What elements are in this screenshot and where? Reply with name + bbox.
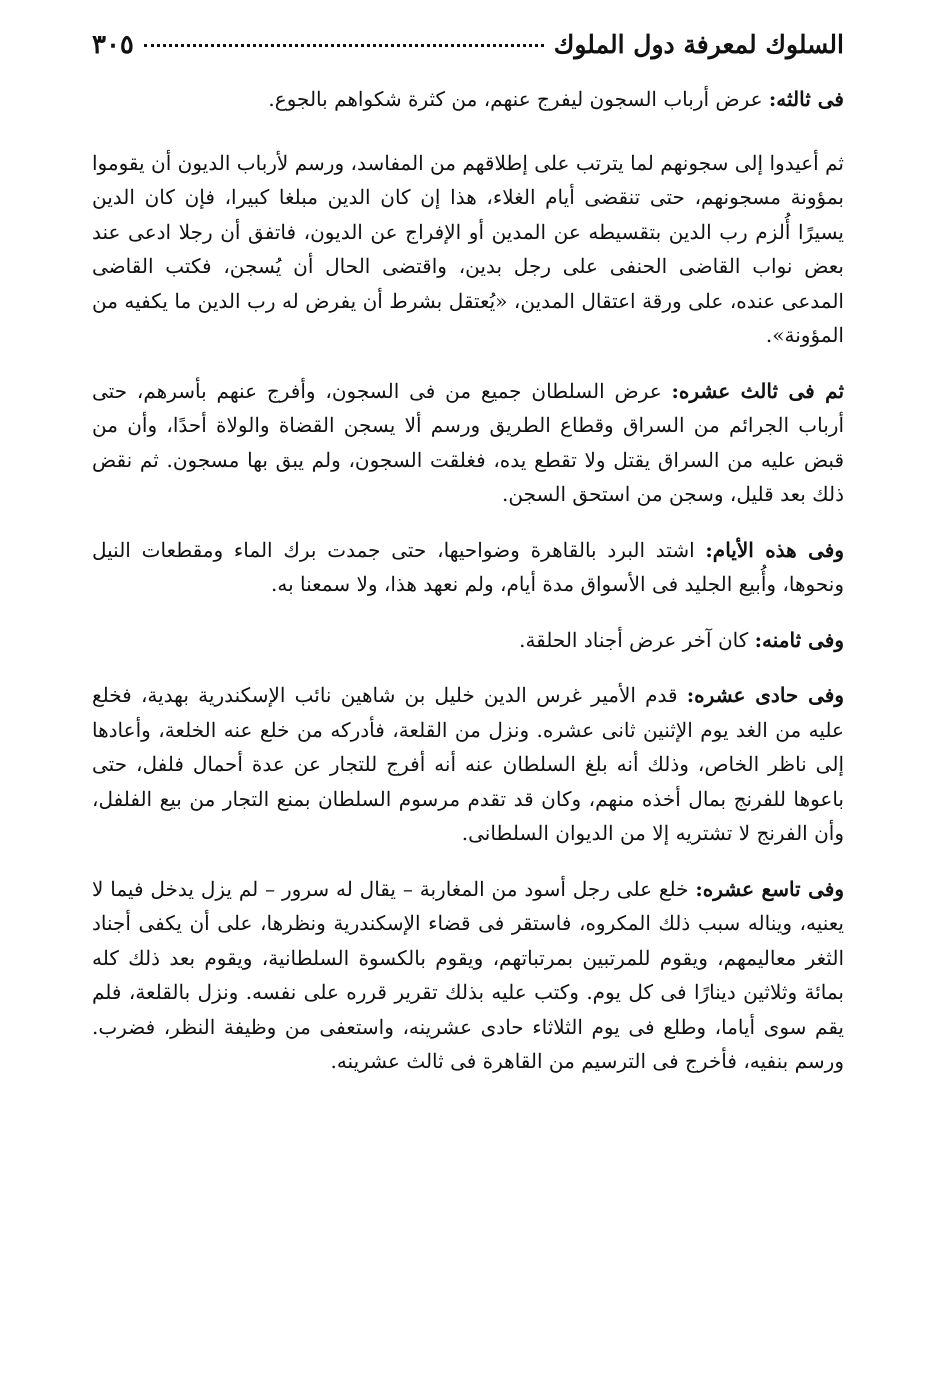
paragraph-3	[92, 374, 844, 512]
book-title: السلوك لمعرفة دول الملوك	[553, 30, 844, 59]
paragraph-lead: ثم فى ثالث عشره:	[671, 378, 845, 403]
page-number: ٣٠٥	[92, 30, 134, 60]
paragraph-7	[92, 872, 844, 1079]
paragraph-text: عرض السلطان جميع من فى السجون، وأفرج عنهم بأسرهم، حتى أرباب الجرائم من السراق وقطاع الطريق ورسم ألا يسجن القضاة والولاة أحدًا، وأن من قبض عليه من السراق يقتل ولا تقطع يده، فغلقت السجون، ولم يبق بها مسجون. ثم نقض ذلك بعد قليل، وسجن من استحق السجن.	[92, 378, 844, 506]
paragraph-text: اشتد البرد بالقاهرة وضواحيها، حتى جمدت برك الماء ومقطعات النيل ونحوها، وأُبيع الجليد فى الأسواق مدة أيام، ولم نعهد هذا، ولا سمعنا به.	[92, 537, 844, 596]
paragraph-lead: وفى تاسع عشره:	[695, 876, 844, 901]
paragraph-1	[92, 82, 844, 117]
paragraph-text: كان آخر عرض أجناد الحلقة.	[519, 627, 749, 652]
running-header	[92, 30, 844, 80]
paragraph-5	[92, 623, 844, 658]
paragraph-6	[92, 678, 844, 851]
paragraph-4	[92, 533, 844, 602]
paragraph-text: خلع على رجل أسود من المغاربة – يقال له سرور – لم يزل يدخل فيما لا يعنيه، ويناله سبب ذلك المكروه، فاستقر فى قضاء الإسكندرية ونظرها، على أن يكفى أجناد الثغر معاليمهم، ويقوم للمرتبين بمرتباتهم، ويقوم بالكسوة السلطانية، ويقوم بعد ذلك كله بمائة وثلاثين دينارًا فى كل يوم. وكتب عليه بذلك تقرير قرره على نفسه. ونزل بالقلعة، فلم يقم سوى أياما، وطلع فى يوم الثلاثاء حادى عشرينه، واستعفى من وظيفة النظر، فضرب. ورسم بنفيه، فأخرج فى الترسيم من القاهرة فى ثالث عشرينه.	[92, 876, 845, 1073]
paragraph-2	[92, 146, 844, 353]
paragraph-lead: وفى حادى عشره:	[686, 683, 844, 707]
paragraph-text: عرض أرباب السجون ليفرج عنهم، من كثرة شكواهم بالجوع.	[268, 87, 763, 111]
paragraph-text: قدم الأمير غرس الدين خليل بن شاهين نائب الإسكندرية بهدية، فخلع عليه من الغد يوم الإثنين ثانى عشره. ونزل من القلعة، فأدركه من خلع عنه الخلعة، وأعادها إلى ناظر الخاص، وذلك أنه بلغ السلطان عنه أنه أفرج للتجار عن عدة أحمال فلفل، حتى باعوها للفرنج بمال أخذه منهم، وكان قد تقدم مرسوم السلطان بمنع التجار من بيع الفلفل، وأن الفرنج لا تشتريه إلا من الديوان السلطانى.	[92, 683, 844, 845]
paragraph-lead: فى ثالثه:	[768, 87, 844, 111]
book-page	[92, 30, 844, 1079]
paragraph-lead: وفى هذه الأيام:	[705, 537, 844, 562]
paragraph-text: ثم أعيدوا إلى سجونهم لما يترتب على إطلاقهم من المفاسد، ورسم لأرباب الديون أن يقوموا بمؤونة مسجونهم، حتى تنقضى أيام الغلاء، هذا إن كان الدين مبلغا كبيرا، فإن كان الدين يسيرًا أُلزم رب الدين بتقسيطه عن المدين أو الإفراج عن الديون، فاتفق أن رجلا ادعى عند بعض نواب القاضى الحنفى على رجل بدين، واقتضى الحال أن يُسجن، فكتب القاضى المدعى عنده، على ورقة اعتقال المدين، «يُعتقل بشرط أن يفرض له رب الدين ما يكفيه من المؤونة».	[92, 150, 844, 347]
paragraph-lead: وفى ثامنه:	[754, 627, 844, 652]
dot-leader	[144, 44, 544, 47]
